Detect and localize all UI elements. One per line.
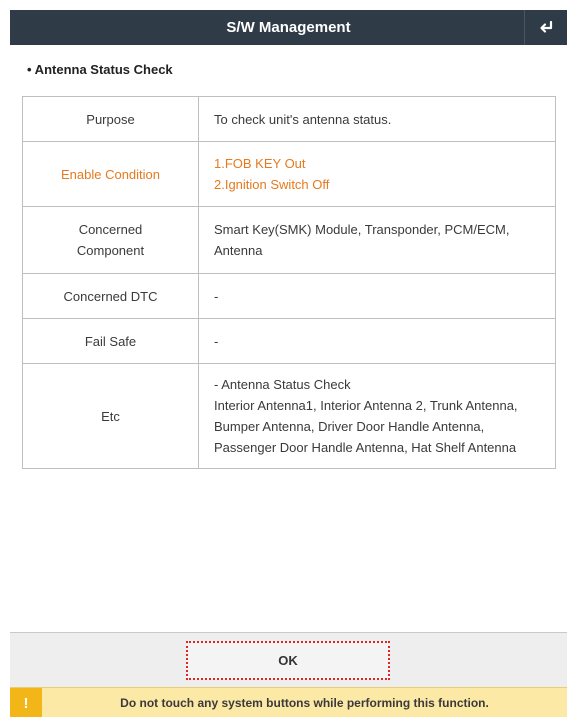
warning-icon: ! — [10, 688, 42, 717]
table-row — [23, 97, 556, 142]
row-label-enable-condition: Enable Condition — [23, 142, 199, 207]
row-label-purpose: Purpose — [23, 97, 199, 142]
back-button[interactable] — [524, 10, 567, 45]
info-table — [22, 96, 556, 469]
value-line: - — [214, 333, 219, 349]
row-value-concerned-component — [199, 207, 556, 274]
page-title: S/W Management — [226, 19, 351, 36]
label-line: Concerned — [78, 222, 143, 237]
row-label-concerned-dtc: Concerned DTC — [23, 274, 199, 319]
label-line: Component — [76, 243, 145, 258]
row-value-enable-condition — [199, 142, 556, 207]
value-line: Bumper Antenna, Driver Door Handle Antenna, — [214, 419, 485, 434]
warning-bar — [10, 687, 567, 717]
row-label-fail-safe: Fail Safe — [23, 319, 199, 364]
table-row — [23, 142, 556, 207]
value-line: To check unit's antenna status. — [214, 111, 392, 127]
return-arrow-icon — [537, 20, 555, 36]
value-line: - — [214, 288, 219, 304]
action-bar — [10, 632, 567, 687]
row-value-etc — [199, 364, 556, 469]
row-label-etc: Etc — [23, 364, 199, 469]
title-bar — [10, 10, 567, 45]
row-label-concerned-component — [23, 207, 199, 274]
value-line: Passenger Door Handle Antenna, Hat Shelf Antenna — [214, 440, 517, 455]
row-value-fail-safe — [199, 319, 556, 364]
ok-button[interactable]: OK — [186, 641, 390, 680]
row-value-purpose — [199, 97, 556, 142]
value-line: Smart Key(SMK) Module, Transponder, PCM/ECM, — [214, 222, 510, 237]
value-line: 1.FOB KEY Out — [214, 156, 306, 171]
value-line: Interior Antenna1, Interior Antenna 2, Trunk Antenna, — [214, 398, 518, 413]
table-row — [23, 319, 556, 364]
value-line: Antenna — [214, 243, 263, 258]
table-row — [23, 274, 556, 319]
value-line: 2.Ignition Switch Off — [214, 177, 330, 192]
warning-text: Do not touch any system buttons while performing this function. — [120, 696, 489, 710]
value-line: - Antenna Status Check — [214, 377, 351, 392]
app-window — [10, 10, 567, 717]
section-heading: • Antenna Status Check — [27, 62, 173, 77]
table-row — [23, 364, 556, 469]
row-value-concerned-dtc — [199, 274, 556, 319]
table-row — [23, 207, 556, 274]
